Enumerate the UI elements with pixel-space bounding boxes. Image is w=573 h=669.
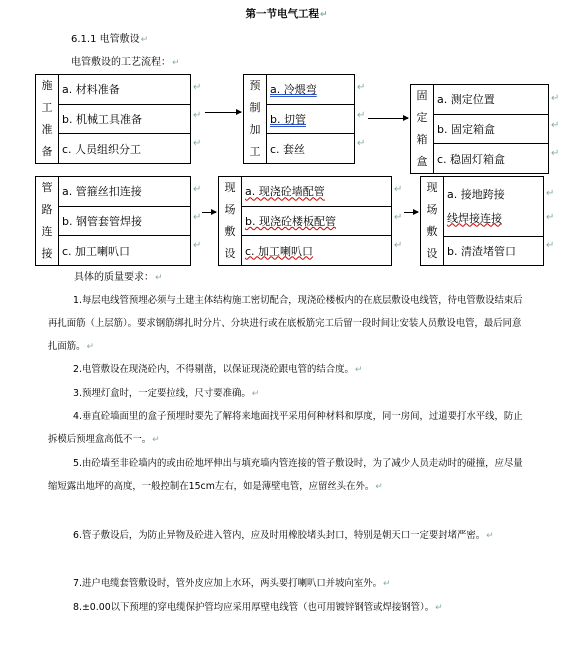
flow-item: a. 管箍丝扣连接 [59,177,191,207]
flow-box-prep [35,74,191,164]
flow-arrow [368,118,408,119]
flow-item: a. 接地跨接 线焊接连接 [444,177,544,237]
requirement-item: 4.垂直砼墙面里的盒子预埋时要先了解将来地面找平采用何种材料和厚度，同一房间，过道要打水平线，防止拆模后预埋盒高低不一。↵ [48,411,523,445]
flow-arrow [404,212,418,213]
section-heading: 6.1.1 电管敷设↵ [71,34,149,45]
flow-box-connect [35,176,191,266]
flow-head: 施工准备 [41,79,53,158]
flow-box-fix [410,84,549,174]
flow-item: c. 套丝 [267,134,355,164]
flow-head: 现场敷设 [426,181,438,260]
requirement-item: 2.电管敷设在现浇砼内，不得剔凿，以保证现浇砼跟电管的结合度。↵ [73,364,363,375]
flow-arrow [202,212,216,213]
flow-item: c. 加工喇叭口 [242,236,392,266]
flow-item: c. 人员组织分工 [59,134,191,164]
flow-item: b. 切管 [267,104,355,134]
flow-head: 固定箱盒 [416,89,428,168]
flow-arrow [205,112,241,113]
flow-head: 预制加工 [249,79,261,158]
flow-item: c. 加工喇叭口 [59,236,191,266]
flow-item: b. 固定箱盒 [434,114,549,144]
flow-box-lay1 [218,176,392,266]
flow-item: b. 现浇砼楼板配管 [242,206,392,236]
requirement-item: 6.管子敷设后，为防止异物及砼进入管内，应及时用橡胶堵头封口，特别是朝天口一定要封堵严密。↵ [73,530,494,541]
requirement-item: 3.预埋灯盒时，一定要拉线，尺寸要准确。↵ [73,388,260,399]
requirement-item: 1.每层电线管预埋必须与土建主体结构施工密切配合，现浇砼楼板内的在底层敷设电线管，待电管敷设结束后再扎面筋（上层筋）。要求钢筋绑扎时分片、分块进行或在底板筋完工后留一段时间让安装人员敷设电管，最后同意扎面筋。↵ [48,295,523,352]
flow-head: 管路连接 [41,181,53,260]
flow-item: c. 稳固灯箱盒 [434,144,549,174]
requirements-heading: 具体的质量要求：↵ [74,272,163,283]
flow-item: a. 测定位置 [434,85,549,115]
flow-item: b. 机械工具准备 [59,104,191,134]
requirement-item: 5.由砼墙至非砼墙内的或由砼地坪伸出与填充墙内管连接的管子敷设时，为了减少人员走动时的碰撞，应尽量缩短露出地坪的高度，一般控制在15cm左右，如是薄壁电管，应留丝头在外。↵ [48,458,523,492]
process-intro: 电管敷设的工艺流程：↵ [71,57,180,68]
flow-head: 现场敷设 [224,181,236,260]
flow-item: a. 现浇砼墙配管 [242,177,392,207]
requirement-item: 7.进户电缆套管敷设时，管外皮应加上水环，两头要打喇叭口并坡向室外。↵ [73,578,391,589]
flow-box-prefab [243,74,355,164]
flow-item: b. 钢管套管焊接 [59,206,191,236]
page-title: 第一节电气工程↵ [245,8,328,20]
requirement-item: 8.±0.00以下预埋的穿电缆保护管均应采用厚壁电线管（也可用镀锌钢管或焊接钢管）。↵ [73,602,443,613]
flow-item: a. 冷煨弯 [267,75,355,105]
flow-box-lay2 [420,176,544,266]
flow-item: a. 材料准备 [59,75,191,105]
flow-item: b. 清渣堵管口 [444,237,544,266]
